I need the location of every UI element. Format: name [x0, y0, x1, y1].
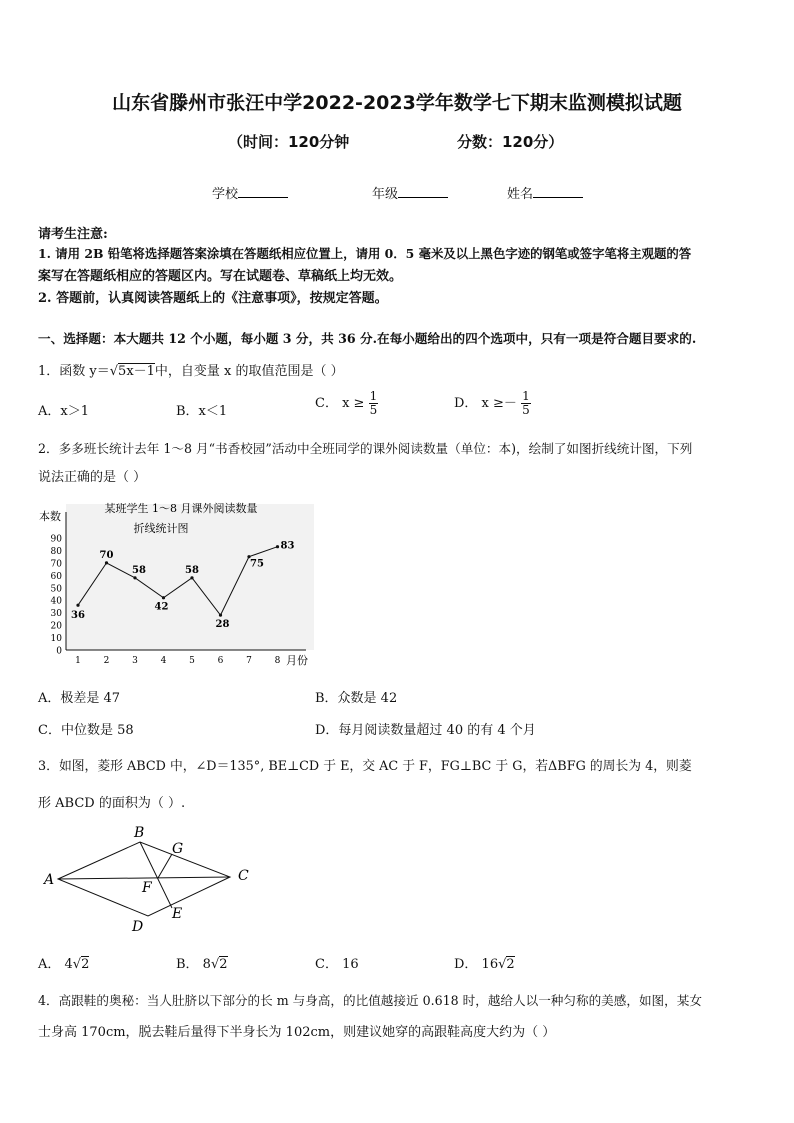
q2-line1: 2．多多班长统计去年 1～8 月“书香校园”活动中全班同学的课外阅读数量（单位：本)，绘制了如图折线统计图，下列: [38, 441, 693, 456]
fraction-numerator: 1: [522, 389, 530, 403]
q1-d-prefix: D． x ≥－: [454, 396, 517, 411]
chart-subtitle: 折线统计图: [133, 522, 189, 535]
point-label-e: E: [172, 906, 183, 922]
y-tick-label: 30: [50, 609, 62, 620]
q1-option-b: B．x＜1: [176, 404, 228, 419]
q2-option-b: B．众数是 42: [315, 691, 398, 706]
data-label: 36: [71, 610, 85, 622]
line-chart: [36, 496, 326, 676]
point-label-d: D: [132, 919, 144, 935]
score-label: 分数：120分）: [457, 133, 564, 151]
notice-line2: 2. 答题前，认真阅读答题纸上的《注意事项》，按规定答题。: [38, 291, 388, 306]
plot-background: [66, 504, 314, 650]
x-tick-label: 1: [75, 656, 81, 666]
data-label: 28: [215, 619, 230, 631]
point-label-b: B: [134, 825, 145, 841]
data-label: 42: [154, 601, 169, 613]
data-point: [133, 576, 136, 579]
page-title: 山东省滕州市张汪中学2022-2023学年数学七下期末监测模拟试题: [112, 92, 682, 114]
q1-option-a: A．x＞1: [38, 404, 89, 419]
q3-option-c: C． 16: [315, 957, 359, 972]
sqrt-sign: √: [210, 957, 220, 972]
point-label-g: G: [172, 841, 184, 857]
q2-option-a: A．极差是 47: [38, 691, 121, 706]
segment-fg: [158, 854, 172, 878]
school-blank: [238, 185, 288, 198]
school-label: 学校: [212, 187, 239, 202]
question-1: [38, 360, 344, 379]
y-tick-label: 10: [50, 634, 62, 645]
q3-b-radicand: 2: [219, 957, 228, 972]
x-tick-label: 2: [103, 656, 110, 666]
x-axis-label: 月份: [286, 654, 308, 667]
point-label-a: A: [44, 872, 55, 888]
name-field: [507, 183, 583, 202]
fraction-denominator: 5: [522, 403, 530, 417]
name-blank: [533, 185, 583, 198]
y-tick-label: 50: [50, 584, 62, 595]
y-tick-label: 60: [50, 571, 62, 582]
q3-a-text: A． 4: [38, 957, 73, 972]
sqrt-sign: √: [498, 957, 507, 972]
q4-line1: 4．高跟鞋的奥秘：当人肚脐以下部分的长 m 与身高，的比值越接近 0.618 时，越给人以一种匀称的美感，如图，某女: [38, 993, 702, 1008]
q3-a-radicand: 2: [81, 957, 90, 972]
data-point: [219, 614, 222, 617]
data-label: 70: [99, 549, 114, 561]
fraction-numerator: 1: [369, 389, 378, 403]
grade-blank: [398, 185, 448, 198]
y-tick-label: 0: [56, 646, 62, 657]
q1-option-c: [315, 390, 378, 417]
y-tick-label: 80: [50, 546, 62, 557]
q1-prefix: 1．函数 y＝: [38, 364, 110, 379]
grade-field: [372, 183, 448, 202]
y-tick-label: 90: [50, 534, 62, 545]
data-point: [105, 561, 108, 564]
fraction: [369, 390, 379, 417]
x-tick-label: 7: [246, 656, 252, 666]
y-tick-label: 70: [50, 559, 62, 570]
chart-title: 某班学生 1～8 月课外阅读数量: [104, 502, 258, 515]
q3-option-d: [454, 953, 515, 972]
data-label: 58: [185, 564, 199, 576]
q3-d-radicand: 2: [506, 957, 515, 972]
sqrt-sign: √: [109, 364, 119, 379]
y-tick-label: 20: [50, 621, 62, 632]
data-point: [190, 576, 193, 579]
time-label: （时间：120分钟: [228, 133, 350, 151]
q3-line2: 形 ABCD 的面积为（ ）.: [38, 796, 186, 811]
notice-line1b: 案写在答题纸相应的答题区内。写在试题卷、草稿纸上均无效。: [38, 269, 403, 284]
x-tick-label: 8: [274, 656, 281, 666]
data-label: 83: [280, 540, 295, 552]
x-tick-label: 5: [189, 656, 195, 666]
q2-option-d: D．每月阅读数量超过 40 的有 4 个月: [315, 723, 536, 738]
q1-c-prefix: C． x ≥: [315, 396, 365, 411]
data-point: [76, 604, 79, 607]
x-tick-label: 4: [160, 656, 167, 666]
segment-be: [140, 842, 172, 908]
q2-option-c: C．中位数是 58: [38, 723, 134, 738]
q3-option-a: [38, 953, 89, 972]
q3-b-text: B． 8: [176, 957, 211, 972]
data-label: 58: [132, 564, 146, 576]
y-tick-label: 40: [50, 596, 62, 607]
q2-line2: 说法正确的是（ ）: [38, 470, 147, 485]
diagonal-ac: [58, 877, 230, 879]
fraction: [521, 390, 531, 417]
notice-line1a: 1. 请用 2B 铅笔将选择题答案涂填在答题纸相应位置上，请用 0．5 毫米及以上黑色字迹的钢笔或签字笔将主观题的答: [38, 246, 692, 261]
data-point: [276, 545, 279, 548]
data-label: 75: [250, 558, 264, 570]
q3-line1: 3．如图，菱形 ABCD 中，∠D＝135°, BE⊥CD 于 E，交 AC 于 F，FG⊥BC 于 G，若ΔBFG 的周长为 4，则菱: [38, 759, 692, 774]
grade-label: 年级: [372, 187, 399, 202]
name-label: 姓名: [507, 187, 534, 202]
q1-option-d: [454, 390, 531, 417]
section-1-heading: 一、选择题：本大题共 12 个小题，每小题 3 分，共 36 分.在每小题给出的四个选项中，只有一项是符合题目要求的.: [38, 331, 697, 346]
data-point: [162, 596, 165, 599]
q1-radicand: 5x－1: [118, 364, 155, 379]
x-tick-label: 6: [217, 656, 224, 666]
school-field: [212, 183, 288, 202]
q1-suffix: 中，自变量 x 的取值范围是（ ）: [154, 364, 344, 379]
point-label-c: C: [238, 868, 249, 884]
rhombus-diagram: [36, 822, 266, 937]
y-axis-label: 本数: [39, 510, 61, 523]
chart-frame: [66, 504, 314, 650]
sqrt-sign: √: [72, 957, 82, 972]
q3-option-b: [176, 953, 228, 972]
point-label-f: F: [142, 880, 152, 896]
q4-line2: 士身高 170cm，脱去鞋后量得下半身长为 102cm，则建议她穿的高跟鞋高度大约为（ ）: [38, 1025, 556, 1040]
notice-heading: 请考生注意:: [38, 227, 108, 242]
q3-d-text: D． 16: [454, 957, 499, 972]
fraction-denominator: 5: [369, 403, 378, 417]
x-tick-label: 3: [132, 656, 138, 666]
